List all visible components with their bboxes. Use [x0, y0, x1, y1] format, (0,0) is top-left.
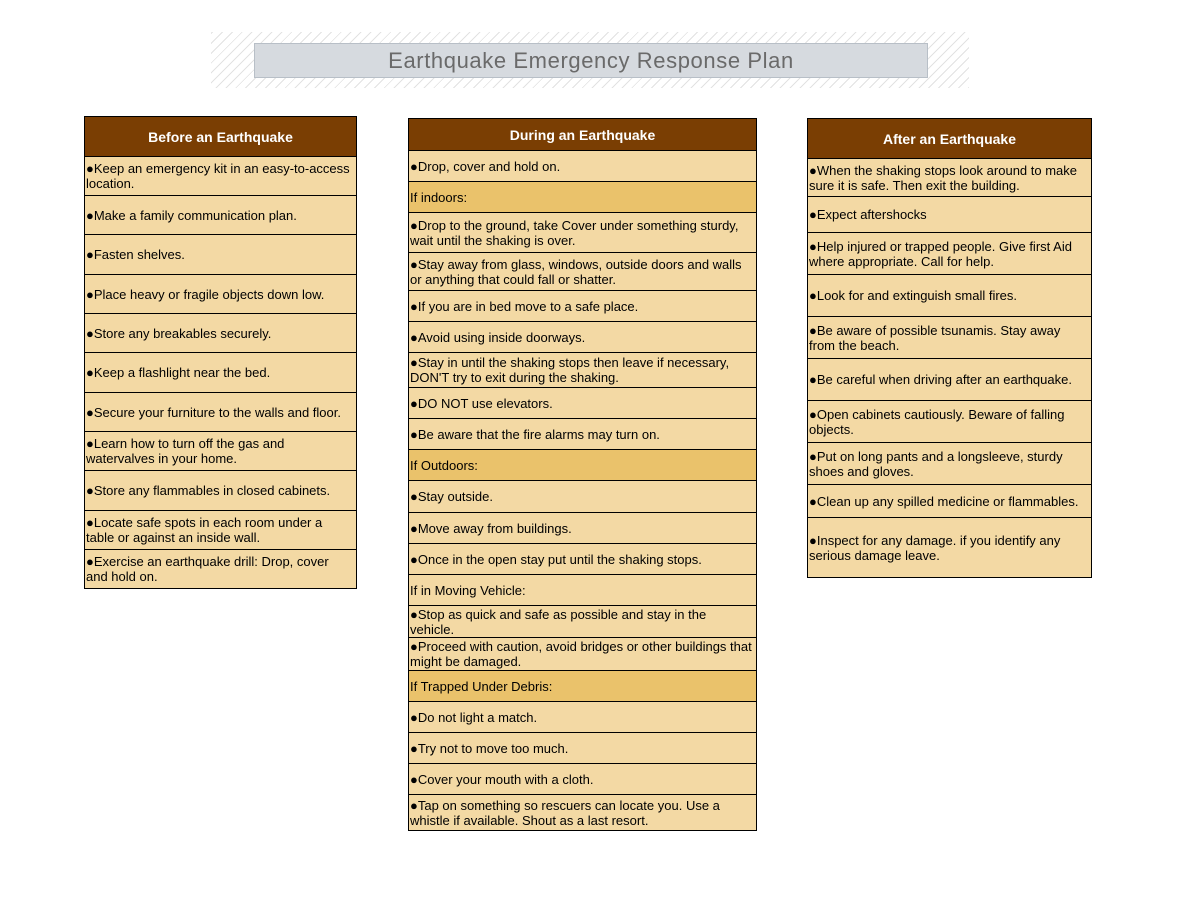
- section-label: [409, 671, 756, 702]
- list-item-text: ●Learn how to turn off the gas and watervalves in your home.: [86, 436, 285, 466]
- list-item-text: ●Once in the open stay put until the shaking stops.: [410, 551, 702, 567]
- list-item-text: ●Look for and extinguish small fires.: [809, 288, 1018, 303]
- list-item-text: ●Keep a flashlight near the bed.: [86, 365, 271, 380]
- list-item: [409, 638, 756, 671]
- list-item-text: ●Inspect for any damage. if you identify any serious damage leave.: [809, 532, 1061, 563]
- page-title: Earthquake Emergency Response Plan: [254, 43, 928, 78]
- list-item-text: ●Move away from buildings.: [410, 520, 572, 536]
- list-item: [409, 606, 756, 638]
- section-label-text: If in Moving Vehicle:: [410, 582, 526, 598]
- list-item: [409, 764, 756, 795]
- list-item: [409, 151, 756, 182]
- list-item-text: ●Help injured or trapped people. Give first Aid where appropriate. Call for help.: [809, 238, 1072, 269]
- list-item-text: ●Locate safe spots in each room under a table or against an inside wall.: [86, 515, 323, 545]
- section-label: [409, 450, 756, 481]
- list-item: [85, 432, 356, 471]
- section-label-text: If indoors:: [410, 189, 468, 205]
- column-before: [84, 116, 357, 589]
- list-item-text: ●Stay away from glass, windows, outside doors and walls or anything that could fall or shatter.: [410, 256, 742, 287]
- list-item-text: ●Be careful when driving after an earthquake.: [809, 372, 1072, 387]
- list-item-text: ●Store any flammables in closed cabinets.: [86, 483, 331, 498]
- list-item-text: ●Drop to the ground, take Cover under something sturdy, wait until the shaking is over.: [410, 217, 739, 248]
- list-item: [85, 314, 356, 353]
- column-during: [408, 118, 757, 831]
- list-item-text: ●Stay in until the shaking stops then leave if necessary, DON'T try to exit during the shaking.: [410, 355, 730, 385]
- list-item: [85, 275, 356, 314]
- list-item: [808, 518, 1091, 577]
- column-header-before: Before an Earthquake: [85, 117, 356, 157]
- list-item: [409, 702, 756, 733]
- column-header-after: After an Earthquake: [808, 119, 1091, 159]
- list-item-text: ●Stop as quick and safe as possible and stay in the vehicle.: [410, 606, 707, 637]
- list-item: [85, 550, 356, 588]
- list-item: [409, 481, 756, 513]
- list-item: [85, 235, 356, 275]
- list-item-text: ●Avoid using inside doorways.: [410, 329, 586, 345]
- list-item-text: ●Make a family communication plan.: [86, 207, 297, 223]
- section-label: [409, 575, 756, 606]
- section-label-text: If Trapped Under Debris:: [410, 678, 553, 694]
- section-label: [409, 182, 756, 213]
- list-item-text: ●Place heavy or fragile objects down low.: [86, 286, 325, 302]
- list-item-text: ●Secure your furniture to the walls and floor.: [86, 404, 341, 420]
- list-item: [409, 353, 756, 388]
- list-item-text: ●Be aware that the fire alarms may turn on.: [410, 426, 660, 442]
- list-item-text: ●Drop, cover and hold on.: [410, 158, 561, 174]
- list-item: [808, 233, 1091, 275]
- list-item: [409, 291, 756, 322]
- list-item-text: ●Fasten shelves.: [86, 247, 185, 262]
- list-item-text: ●Open cabinets cautiously. Beware of falling objects.: [809, 406, 1065, 437]
- list-item: [85, 157, 356, 196]
- list-item-text: ●Expect aftershocks: [809, 207, 927, 222]
- list-item: [409, 388, 756, 419]
- list-item: [409, 544, 756, 575]
- list-item: [85, 353, 356, 393]
- list-item: [409, 795, 756, 830]
- list-item-text: ●Tap on something so rescuers can locate you. Use a whistle if available. Shout as a last resort.: [410, 797, 720, 828]
- list-item: [409, 322, 756, 353]
- list-item-text: ●Try not to move too much.: [410, 740, 569, 756]
- list-item: [808, 359, 1091, 401]
- column-header-during: During an Earthquake: [409, 119, 756, 151]
- list-item-text: ●Cover your mouth with a cloth.: [410, 771, 594, 787]
- list-item-text: ●If you are in bed move to a safe place.: [410, 298, 639, 314]
- list-item-text: ●Clean up any spilled medicine or flammables.: [809, 493, 1079, 509]
- list-item-text: ●When the shaking stops look around to make sure it is safe. Then exit the building.: [809, 162, 1078, 193]
- list-item: [409, 419, 756, 450]
- list-item-text: ●Store any breakables securely.: [86, 325, 272, 341]
- list-item: [808, 197, 1091, 233]
- list-item-text: ●Be aware of possible tsunamis. Stay away from the beach.: [809, 322, 1061, 353]
- list-item: [808, 401, 1091, 443]
- list-item-text: ●Put on long pants and a longsleeve, sturdy shoes and gloves.: [809, 448, 1063, 479]
- list-item-text: ●DO NOT use elevators.: [410, 395, 553, 411]
- list-item-text: ●Stay outside.: [410, 489, 494, 504]
- list-item-text: ●Keep an emergency kit in an easy-to-access location.: [86, 161, 350, 191]
- list-item: [85, 471, 356, 511]
- list-item: [808, 275, 1091, 317]
- list-item-text: ●Exercise an earthquake drill: Drop, cover and hold on.: [86, 554, 329, 584]
- list-item: [85, 393, 356, 432]
- list-item-text: ●Do not light a match.: [410, 709, 538, 725]
- list-item: [808, 443, 1091, 485]
- list-item: [409, 213, 756, 253]
- column-after: [807, 118, 1092, 578]
- list-item: [409, 733, 756, 764]
- section-label-text: If Outdoors:: [410, 457, 478, 473]
- list-item: [85, 196, 356, 235]
- list-item: [808, 317, 1091, 359]
- list-item: [409, 253, 756, 291]
- list-item-text: ●Proceed with caution, avoid bridges or other buildings that might be damaged.: [410, 639, 752, 669]
- list-item: [808, 485, 1091, 518]
- list-item: [808, 159, 1091, 197]
- list-item: [409, 513, 756, 544]
- list-item: [85, 511, 356, 550]
